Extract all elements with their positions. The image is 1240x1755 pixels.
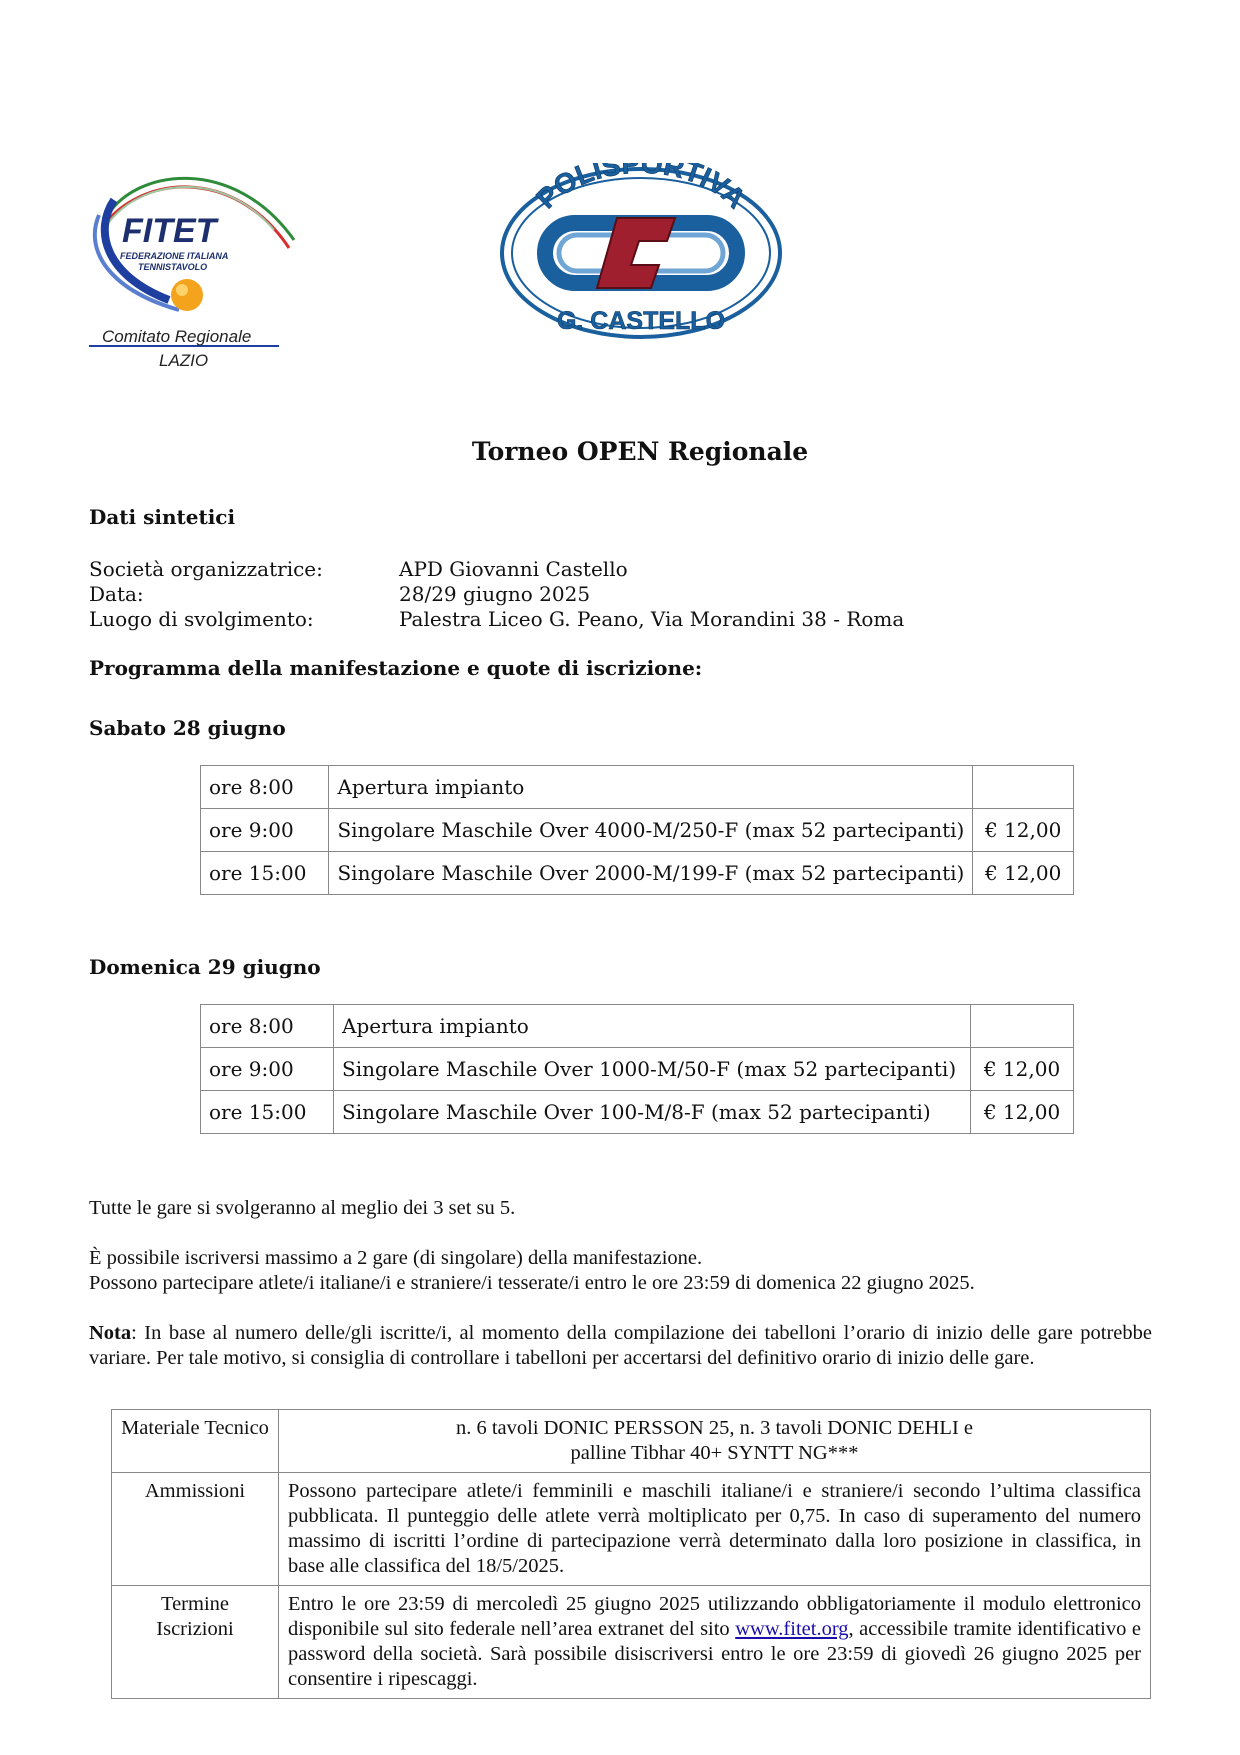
event-fee (971, 1005, 1074, 1048)
materiale-line-1: n. 6 tavoli DONIC PERSSON 25, n. 3 tavoli DONIC DEHLI e (455, 1417, 974, 1439)
materiale-line-2: palline Tibhar 40+ SYNTT NG*** (570, 1442, 859, 1464)
ammissioni-label: Ammissioni (112, 1473, 279, 1586)
fitet-link[interactable]: www.fitet.org (735, 1618, 849, 1640)
summary-block (89, 557, 904, 632)
event-fee: € 12,00 (973, 852, 1074, 895)
club-bottom-text: G. CASTELLO (556, 307, 726, 335)
fitet-region: LAZIO (159, 351, 209, 370)
summary-row (89, 557, 904, 582)
table-row (201, 1048, 1074, 1091)
summary-value: APD Giovanni Castello (399, 557, 628, 581)
event-desc: Apertura impianto (329, 766, 973, 809)
termine-text-before: Entro le ore 23:59 di mercoledì 25 giugno 2025 utilizzando obbligatoriamente il modulo elettronico disponibile sul sito federale nell’area extranet del sito (288, 1593, 1141, 1640)
summary-row (89, 582, 904, 607)
note-eligibility: Possono partecipare atlete/i italiane/i e straniere/i tesserate/i entro le ore 23:59 di domenica 22 giugno 2025. (89, 1272, 975, 1294)
event-desc: Singolare Maschile Over 1000-M/50-F (max 52 partecipanti) (334, 1048, 971, 1091)
termine-text-after: , accessibile tramite identificativo e password della società. Sarà possibile disiscriversi entro le ore 23:59 di giovedì 26 giugno 2025 per consentire i ripescaggi. (288, 1618, 1141, 1690)
day-heading-saturday: Sabato 28 giugno (89, 716, 286, 740)
summary-label: Società organizzatrice: (89, 557, 323, 581)
note-sets: Tutte le gare si svolgeranno al meglio dei 3 set su 5. (89, 1197, 516, 1219)
day-heading-sunday: Domenica 29 giugno (89, 955, 321, 979)
fitet-subtitle-2: TENNISTAVOLO (138, 262, 208, 272)
table-row (112, 1410, 1151, 1473)
table-row (201, 1005, 1074, 1048)
ammissioni-value: Possono partecipare atlete/i femminili e maschili italiane/i e straniere/i secondo l’ultima classifica pubblicata. Il punteggio delle atlete verrà moltiplicato per 0,75. In caso di superamento del numero massimo di iscritti l’ordine di partecipazione verrà determinato dalla loro posizione in classifica, in base alle classifica del 18/5/2025. (279, 1473, 1151, 1586)
table-row (201, 852, 1074, 895)
summary-heading: Dati sintetici (89, 505, 236, 529)
event-fee: € 12,00 (973, 809, 1074, 852)
nota-label: Nota (89, 1322, 132, 1344)
summary-value: Palestra Liceo G. Peano, Via Morandini 38 - Roma (399, 607, 905, 631)
fitet-logo (84, 160, 304, 375)
club-logo (497, 163, 785, 343)
nota-text: : In base al numero delle/gli iscritte/i, al momento della compilazione dei tabelloni l’orario di inizio delle gare potrebbe variare. Per tale motivo, si consiglia di controllare i tabelloni per accertarsi del definitivo orario di inizio delle gare. (89, 1322, 1152, 1369)
schedule-table-saturday (200, 765, 1074, 895)
table-row (201, 766, 1074, 809)
summary-label: Data: (89, 582, 144, 606)
event-time: ore 8:00 (201, 1005, 334, 1048)
event-time: ore 15:00 (201, 1091, 334, 1134)
summary-value: 28/29 giugno 2025 (399, 582, 591, 606)
summary-label: Luogo di svolgimento: (89, 607, 314, 631)
table-row (112, 1473, 1151, 1586)
table-row (201, 809, 1074, 852)
club-top-text: POLISPORTIVA (530, 163, 752, 215)
table-row (112, 1586, 1151, 1699)
termine-value (279, 1586, 1151, 1699)
page-title: Torneo OPEN Regionale (471, 437, 809, 466)
note-paragraph (89, 1321, 1152, 1371)
termine-label: Termine Iscrizioni (112, 1586, 279, 1699)
fitet-committee: Comitato Regionale (102, 327, 252, 346)
fitet-subtitle-1: FEDERAZIONE ITALIANA (120, 251, 229, 261)
event-time: ore 15:00 (201, 852, 329, 895)
note-max-events: È possibile iscriversi massimo a 2 gare (di singolare) della manifestazione. (89, 1247, 703, 1269)
event-fee: € 12,00 (971, 1048, 1074, 1091)
materiale-value (279, 1410, 1151, 1473)
materiale-label: Materiale Tecnico (112, 1410, 279, 1473)
schedule-table-sunday (200, 1004, 1074, 1134)
event-desc: Singolare Maschile Over 4000-M/250-F (max 52 partecipanti) (329, 809, 973, 852)
program-heading: Programma della manifestazione e quote di iscrizione: (89, 656, 703, 680)
event-desc: Apertura impianto (334, 1005, 971, 1048)
details-table (111, 1409, 1151, 1699)
event-fee: € 12,00 (971, 1091, 1074, 1134)
event-time: ore 9:00 (201, 1048, 334, 1091)
event-desc: Singolare Maschile Over 2000-M/199-F (max 52 partecipanti) (329, 852, 973, 895)
event-desc: Singolare Maschile Over 100-M/8-F (max 52 partecipanti) (334, 1091, 971, 1134)
event-time: ore 8:00 (201, 766, 329, 809)
event-fee (973, 766, 1074, 809)
summary-row (89, 607, 904, 632)
event-time: ore 9:00 (201, 809, 329, 852)
fitet-name: FITET (122, 212, 217, 250)
table-row (201, 1091, 1074, 1134)
